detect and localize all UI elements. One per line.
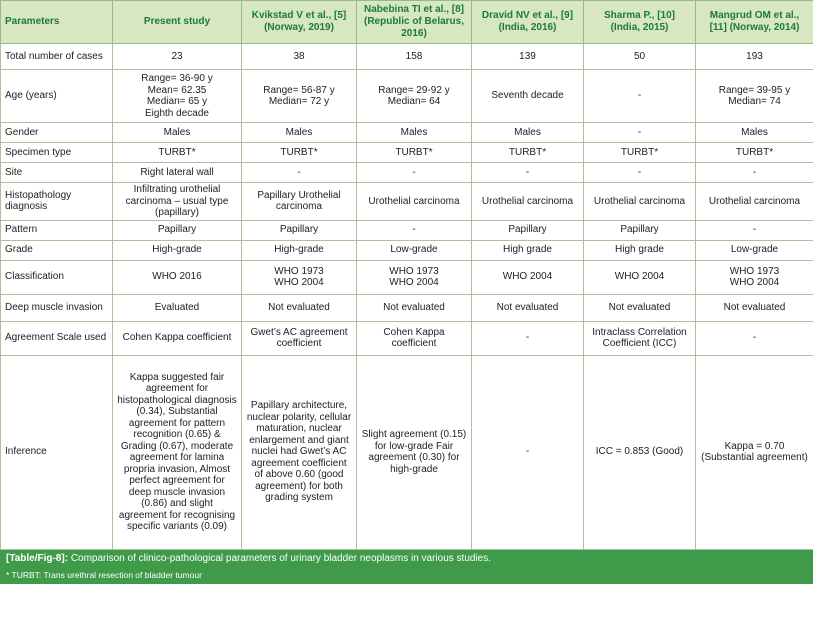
header-present-study: Present study	[113, 1, 242, 44]
header-sharma: Sharma P., [10] (India, 2015)	[584, 1, 696, 44]
table-cell: Males	[113, 123, 242, 143]
table-cell: TURBT*	[242, 143, 357, 163]
table-row	[1, 220, 813, 240]
table-row	[1, 294, 813, 321]
row-parameter-label: Site	[1, 163, 113, 183]
table-cell: Low-grade	[696, 240, 813, 260]
table-cell: WHO 2016	[113, 260, 242, 294]
table-cell: Kappa suggested fair agreement for histopathological diagnosis (0.34), Substantial agreement for pattern recognition (0.65) & Grading (0.67), moderate agreement for lamina propria invasion, Almost perfect agreement for deep muscle invasion (0.86) and slight agreement for recognising specific variants (0.09)	[113, 355, 242, 549]
table-cell: Range= 29-92 y Median= 64	[357, 70, 472, 123]
table-cell: Urothelial carcinoma	[357, 183, 472, 221]
table-cell: High grade	[584, 240, 696, 260]
table-cell: -	[357, 163, 472, 183]
table-cell: Males	[242, 123, 357, 143]
table-cell: Slight agreement (0.15) for low-grade Fair agreement (0.30) for high-grade	[357, 355, 472, 549]
table-cell: Cohen Kappa coefficient	[113, 321, 242, 355]
caption-label: [Table/Fig-8]:	[6, 552, 69, 564]
table-cell: -	[584, 163, 696, 183]
table-cell: TURBT*	[584, 143, 696, 163]
table-cell: Seventh decade	[472, 70, 584, 123]
table-cell: Urothelial carcinoma	[472, 183, 584, 221]
table-row	[1, 123, 813, 143]
table-cell: WHO 2004	[472, 260, 584, 294]
table-cell: TURBT*	[472, 143, 584, 163]
header-row	[1, 1, 813, 44]
table-cell: -	[584, 70, 696, 123]
table-cell: Infiltrating urothelial carcinoma – usual type (papillary)	[113, 183, 242, 221]
table-cell: Papillary Urothelial carcinoma	[242, 183, 357, 221]
row-parameter-label: Grade	[1, 240, 113, 260]
table-cell: High grade	[472, 240, 584, 260]
table-cell: Papillary architecture, nuclear polarity, cellular maturation, nuclear enlargement and giant nuclei had Gwet’s AC agreement coefficient of above 0.60 (good agreement) for both grading system	[242, 355, 357, 549]
table-cell: WHO 2004	[584, 260, 696, 294]
table-cell: Kappa = 0.70 (Substantial agreement)	[696, 355, 813, 549]
table-cell: Papillary	[242, 220, 357, 240]
table-cell: Papillary	[113, 220, 242, 240]
table-row	[1, 183, 813, 221]
header-kvikstad: Kvikstad V et al., [5] (Norway, 2019)	[242, 1, 357, 44]
table-cell: -	[472, 163, 584, 183]
table-cell: -	[357, 220, 472, 240]
table-cell: Not evaluated	[242, 294, 357, 321]
table-cell: -	[696, 220, 813, 240]
table-cell: 139	[472, 44, 584, 70]
table-cell: 158	[357, 44, 472, 70]
caption-text: Comparison of clinico-pathological parameters of urinary bladder neoplasms in various studies.	[70, 552, 492, 564]
row-parameter-label: Classification	[1, 260, 113, 294]
table-cell: -	[472, 321, 584, 355]
table-cell: Cohen Kappa coefficient	[357, 321, 472, 355]
row-parameter-label: Total number of cases	[1, 44, 113, 70]
header-nabebina: Nabebina TI et al., [8] (Republic of Belarus, 2016)	[357, 1, 472, 44]
table-cell: -	[242, 163, 357, 183]
table-cell: Intraclass Correlation Coefficient (ICC)	[584, 321, 696, 355]
table-row	[1, 143, 813, 163]
table-cell: Not evaluated	[357, 294, 472, 321]
table-cell: High-grade	[113, 240, 242, 260]
table-cell: Males	[696, 123, 813, 143]
row-parameter-label: Inference	[1, 355, 113, 549]
row-parameter-label: Agreement Scale used	[1, 321, 113, 355]
table-cell: Urothelial carcinoma	[696, 183, 813, 221]
table-cell: ICC = 0.853 (Good)	[584, 355, 696, 549]
table-row	[1, 321, 813, 355]
table-cell: WHO 1973 WHO 2004	[357, 260, 472, 294]
table-cell: Low-grade	[357, 240, 472, 260]
table-cell: Papillary	[584, 220, 696, 240]
header-mangrud: Mangrud OM et al., [11] (Norway, 2014)	[696, 1, 813, 44]
table-row	[1, 44, 813, 70]
table-row	[1, 70, 813, 123]
table-cell: Range= 36-90 y Mean= 62.35 Median= 65 y Eighth decade	[113, 70, 242, 123]
table-row	[1, 240, 813, 260]
table-cell: Males	[357, 123, 472, 143]
table-caption	[0, 550, 813, 584]
table-cell: Males	[472, 123, 584, 143]
table-cell: Not evaluated	[472, 294, 584, 321]
table-cell: Range= 39-95 y Median= 74	[696, 70, 813, 123]
table-cell: 50	[584, 44, 696, 70]
table-cell: WHO 1973 WHO 2004	[242, 260, 357, 294]
table-cell: Urothelial carcinoma	[584, 183, 696, 221]
table-cell: Not evaluated	[584, 294, 696, 321]
table-row	[1, 355, 813, 549]
row-parameter-label: Gender	[1, 123, 113, 143]
table-cell: 38	[242, 44, 357, 70]
table-cell: Not evaluated	[696, 294, 813, 321]
table-cell: WHO 1973 WHO 2004	[696, 260, 813, 294]
table-cell: Range= 56-87 y Median= 72 y	[242, 70, 357, 123]
table-row	[1, 260, 813, 294]
table-cell: -	[584, 123, 696, 143]
table-cell: -	[696, 321, 813, 355]
table-cell: -	[472, 355, 584, 549]
table-cell: TURBT*	[696, 143, 813, 163]
table-cell: TURBT*	[357, 143, 472, 163]
table-cell: 23	[113, 44, 242, 70]
table-cell: Gwet’s AC agreement coefficient	[242, 321, 357, 355]
caption-footnote: * TURBT: Trans urethral resection of bladder tumour	[6, 569, 202, 580]
table-cell: -	[696, 163, 813, 183]
row-parameter-label: Histopathology diagnosis	[1, 183, 113, 221]
header-dravid: Dravid NV et al., [9] (India, 2016)	[472, 1, 584, 44]
table-cell: Right lateral wall	[113, 163, 242, 183]
table-cell: Evaluated	[113, 294, 242, 321]
table-cell: TURBT*	[113, 143, 242, 163]
row-parameter-label: Age (years)	[1, 70, 113, 123]
row-parameter-label: Deep muscle invasion	[1, 294, 113, 321]
table-cell: 193	[696, 44, 813, 70]
row-parameter-label: Pattern	[1, 220, 113, 240]
table-cell: High-grade	[242, 240, 357, 260]
table-row	[1, 163, 813, 183]
header-parameters: Parameters	[1, 1, 113, 44]
table-cell: Papillary	[472, 220, 584, 240]
row-parameter-label: Specimen type	[1, 143, 113, 163]
